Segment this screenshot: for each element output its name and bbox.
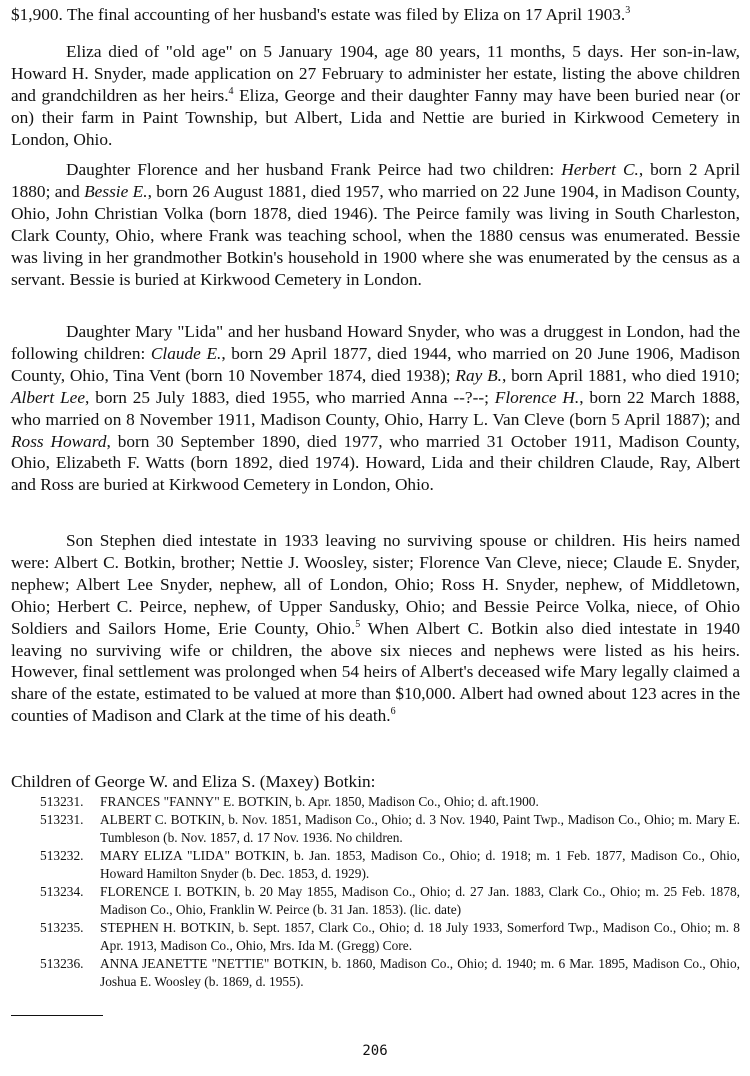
child-number: 513236. (40, 956, 84, 971)
footnote-marker: 3 (625, 5, 631, 16)
list-item (0, 793, 750, 811)
footnote-marker: 4 (228, 85, 234, 97)
italic-name: Ross Howard (11, 431, 107, 451)
paragraph-stephen-heirs: Son Stephen died intestate in 1933 leaving no surviving spouse or children. His heirs named were: Albert C. Botkin, brother; Nettie J. Woosley, sister; Florence Van Cleve, niece; Claude E. Snyder, nephew; Albert Lee Snyder, nephew, all of London, Ohio; Ross H. Snyder, nephew, of Middletown, Ohio; Herbert C. Peirce, nephew, of Upper Sandusky, Ohio; and Bessie Peirce Volka, niece, of Ohio Soldiers and Sailors Home, Erie County, Ohio.$^5$ When Albert C. Botkin also died intestate in 1940 leaving no surviving wife or children, the above six nieces and nephews were listed as his heirs. However, final settlement was prolonged when 54 heirs of Albert's deceased wife Mary legally claimed a share of the estate, estimated to be valued at more than $10,000. Albert had owned about 123 acres in the counties of Madison and Clark at the time of his death.$^6$ (11, 531, 740, 726)
child-entry-text: FRANCES "FANNY" E. BOTKIN, b. Apr. 1850, Madison Co., Ohio; d. aft.1900. (100, 794, 539, 809)
child-number: 513231. (40, 812, 84, 827)
child-number: 513234. (40, 884, 84, 899)
paragraph-lida-children: Daughter Mary "Lida" and her husband Howard Snyder, who was a druggest in London, had the following children: Claude E., born 29 April 1877, died 1944, who married on 20 June 1906, Madison County, Ohio, Tina Vent (born 10 November 1874, died 1938); Ray B., born April 1881, who died 1910; Albert Lee, born 25 July 1883, died 1955, who married Anna --?--; Florence H., born 22 March 1888, who married on 8 November 1911, Madison County, Ohio, Harry L. Van Cleve (born 5 April 1887); and Ross Howard, born 30 September 1890, died 1977, who married 31 October 1911, Madison County, Ohio, Elizabeth F. Watts (born 1892, died 1974). Howard, Lida and their children Claude, Ray, Albert and Ross are buried at Kirkwood Cemetery in London, Ohio. (11, 322, 741, 495)
child-entry-text: ALBERT C. BOTKIN, b. Nov. 1851, Madison Co., Ohio; d. 3 Nov. 1940, Paint Twp., Madison Co., Ohio; m. Mary E. Tumbleson (b. Nov. 1857, d. 17 Nov. 1936. No children. (100, 812, 740, 845)
list-item (0, 919, 750, 955)
children-list (0, 793, 750, 991)
child-entry-text: FLORENCE I. BOTKIN, b. 20 May 1855, Madison Co., Ohio; d. 27 Jan. 1883, Clark Co., Ohio; m. 25 Feb. 1878, Madison Co., Ohio, Franklin W. Peirce (b. 31 Jan. 1853). (lic. date) (100, 884, 740, 917)
paragraph-estate-accounting: $1,900. The final accounting of her husband's estate was filed by Eliza on 17 April 1903.$^3$ (11, 5, 631, 24)
page-number: 206 (362, 1043, 388, 1059)
footnote-marker: 5 (355, 618, 361, 630)
paragraph-eliza-death: Eliza died of "old age" on 5 January 1904, age 80 years, 11 months, 5 days. Her son-in-law, Howard H. Snyder, made application on 27 February to administer her estate, listing the above children and grandchildren as her heirs.$^4$ Eliza, George and their daughter Fanny may have been buried near (or on) their farm in Paint Township, but Albert, Lida and Nettie are buried in Kirkwood Cemetery in London, Ohio. (11, 42, 740, 149)
child-entry-text: MARY ELIZA "LIDA" BOTKIN, b. Jan. 1853, Madison Co., Ohio; d. 1918; m. 1 Feb. 1877, Madison Co., Ohio, Howard Hamilton Snyder (b. Dec. 1853, d. 1929). (100, 848, 740, 881)
list-item (0, 847, 750, 883)
list-item (0, 883, 750, 919)
italic-name: Florence H. (494, 387, 580, 407)
children-heading: Children of George W. and Eliza S. (Maxey) Botkin: (11, 772, 376, 791)
child-number: 513231. (40, 794, 84, 809)
footnote-marker: 6 (390, 706, 396, 718)
paragraph-florence-children: Daughter Florence and her husband Frank Peirce had two children: Herbert C., born 2 April 1880; and Bessie E., born 26 August 1881, died 1957, who married on 22 June 1904, in Madison County, Ohio, John Christian Volka (born 1878, died 1946). The Peirce family was living in South Charleston, Clark County, Ohio, where Frank was teaching school, when the 1880 census was enumerated. Bessie was living in her grandmother Botkin's household in 1900 where she was enumerated by the census as a servant. Bessie is buried at Kirkwood Cemetery in London. (11, 160, 740, 289)
child-number: 513235. (40, 920, 84, 935)
child-entry-text: STEPHEN H. BOTKIN, b. Sept. 1857, Clark Co., Ohio; d. 18 July 1933, Somerford Twp., Madison Co., Ohio; m. 8 Apr. 1913, Madison Co., Ohio, Mrs. Ida M. (Gregg) Core. (100, 920, 740, 953)
child-number: 513232. (40, 848, 84, 863)
child-entry-text: ANNA JEANETTE "NETTIE" BOTKIN, b. 1860, Madison Co., Ohio; d. 1940; m. 6 Mar. 1895, Madison Co., Ohio, Joshua E. Woosley (b. 1869, d. 1955). (100, 956, 740, 989)
footnote-divider (11, 1015, 103, 1016)
list-item (0, 955, 750, 991)
italic-name: Albert Lee (11, 387, 86, 407)
italic-name: Herbert C. (561, 160, 639, 179)
italic-name: Bessie E. (84, 181, 148, 201)
list-item (0, 811, 750, 847)
italic-name: Claude E. (150, 343, 222, 363)
italic-name: Ray B. (455, 365, 502, 385)
